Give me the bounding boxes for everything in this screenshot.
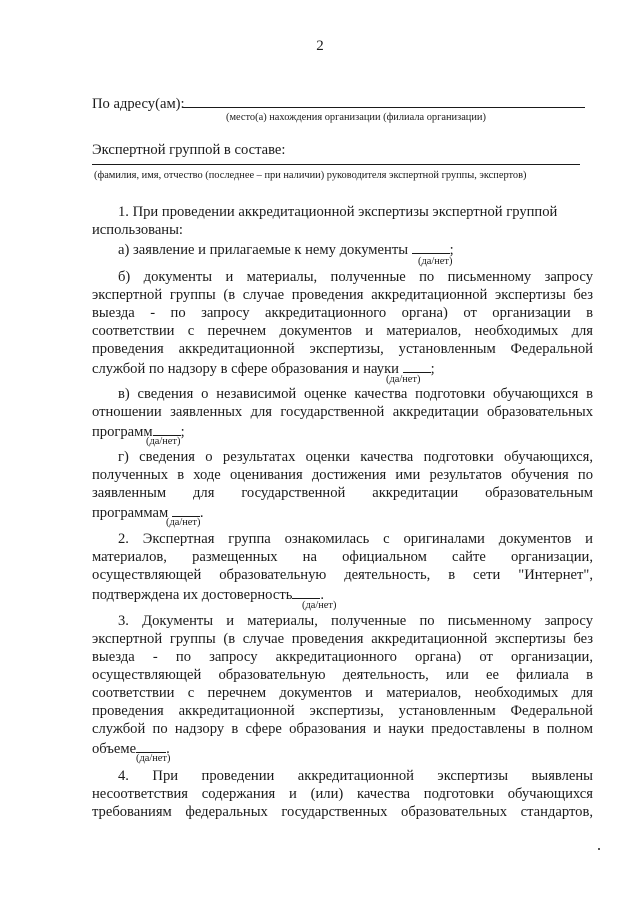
p3-line-2: экспертной группы (в случае проведения аккредитационной экспертизы без bbox=[92, 631, 593, 647]
p3-line-1: 3. Документы и материалы, полученные по письменному запросу bbox=[118, 613, 593, 629]
item-b-line-2: экспертной группы (в случае проведения аккредитационной экспертизы без bbox=[92, 287, 593, 303]
p3-line-5: соответствии с перечнем документов и материалов, необходимых для bbox=[92, 685, 593, 701]
p2-yes-no-caption: (да/нет) bbox=[302, 600, 337, 611]
item-g-yes-no-caption: (да/нет) bbox=[166, 517, 201, 528]
item-g-line-1: г) сведения о результатах оценки качества подготовки обучающихся, bbox=[118, 449, 593, 465]
p3-answer-field[interactable] bbox=[136, 738, 166, 753]
address-field[interactable] bbox=[183, 107, 585, 108]
p3-line-6: проведения аккредитационной экспертизы, установленным Федеральной bbox=[92, 703, 593, 719]
expert-group-label: Экспертной группой в составе: bbox=[92, 142, 286, 158]
item-b-line-4: соответствии с перечнем документов и материалов, необходимых для bbox=[92, 323, 593, 339]
p2-line-3: осуществляющей образовательную деятельность, в сети "Интернет", bbox=[92, 567, 593, 583]
item-v-answer-field[interactable] bbox=[153, 421, 181, 436]
item-b-line-6: службой по надзору в сфере образования и науки ; bbox=[92, 358, 593, 378]
p3-yes-no-caption: (да/нет) bbox=[136, 753, 171, 764]
expert-group-field[interactable] bbox=[92, 164, 580, 165]
scan-speck bbox=[598, 848, 600, 850]
item-a-answer-field[interactable] bbox=[412, 239, 450, 254]
item-g-answer-field[interactable] bbox=[172, 502, 200, 517]
item-b-answer-field[interactable] bbox=[403, 358, 431, 373]
item-a-yes-no-caption: (да/нет) bbox=[418, 256, 453, 267]
p1-line-1: 1. При проведении аккредитационной экспертизы экспертной группой bbox=[118, 204, 558, 220]
item-b-line-3: выезда - по запросу аккредитационного органа) от организации в bbox=[92, 305, 593, 321]
p2-line-2: материалов, размещенных на официальном сайте организации, bbox=[92, 549, 593, 565]
p2-line-4: подтверждена их достоверность . bbox=[92, 584, 593, 604]
item-g-line-3: заявленным для государственной аккредитации образовательным bbox=[92, 485, 593, 501]
item-v-line-2: отношении заявленных для государственной аккредитации образовательных bbox=[92, 404, 593, 420]
item-b-line-1: б) документы и материалы, полученные по письменному запросу bbox=[118, 269, 593, 285]
item-g-line-2: полученных в ходе оценивания достижения ими результатов обучения по bbox=[92, 467, 593, 483]
p4-line-3: требованиям федеральных государственных образовательных стандартов, bbox=[92, 804, 593, 820]
item-b-yes-no-caption: (да/нет) bbox=[386, 374, 421, 385]
address-line bbox=[92, 95, 593, 113]
item-v-line-1: в) сведения о независимой оценке качества подготовки обучающихся в bbox=[118, 386, 593, 402]
item-v-line-3: программ ; bbox=[92, 421, 593, 441]
item-b-line-5: проведения аккредитационной экспертизы, установленным Федеральной bbox=[92, 341, 593, 357]
item-g-line-4: программам . bbox=[92, 502, 593, 522]
p4-line-1: 4. При проведении аккредитационной экспертизы выявлены bbox=[118, 768, 593, 784]
p1-line-2: использованы: bbox=[92, 222, 183, 238]
address-label: По адресу(ам): bbox=[92, 96, 185, 112]
page-number: 2 bbox=[316, 38, 324, 54]
item-a-line: а) заявление и прилагаемые к нему документы ; bbox=[118, 239, 593, 259]
p3-line-8: объеме . bbox=[92, 738, 593, 758]
p2-answer-field[interactable] bbox=[292, 584, 320, 599]
p4-line-2: несоответствия содержания и (или) качества подготовки обучающихся bbox=[92, 786, 593, 802]
p3-line-3: выезда - по запросу аккредитационного органа) от организации, bbox=[92, 649, 593, 665]
p3-line-4: осуществляющей образовательную деятельность, или ее филиала в bbox=[92, 667, 593, 683]
item-v-yes-no-caption: (да/нет) bbox=[146, 436, 181, 447]
p3-line-7: службой по надзору в сфере образования и науки предоставлены в полном bbox=[92, 721, 593, 737]
p2-line-1: 2. Экспертная группа ознакомилась с оригиналами документов и bbox=[118, 531, 593, 547]
address-caption: (место(а) нахождения организации (филиала организации) bbox=[226, 112, 486, 123]
expert-group-caption: (фамилия, имя, отчество (последнее – при наличии) руководителя экспертной группы, экспертов) bbox=[94, 170, 527, 181]
